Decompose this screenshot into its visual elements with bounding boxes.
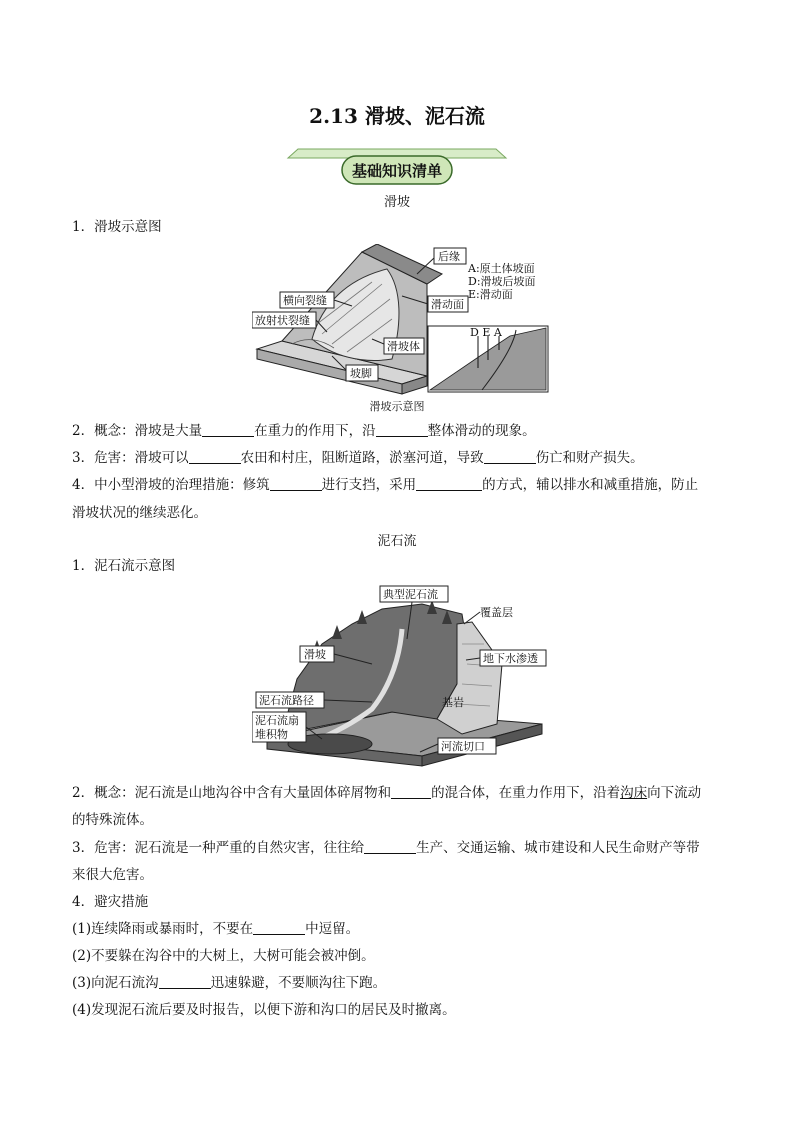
landslide-item-3	[72, 448, 732, 468]
label-cover-layer: 覆盖层	[480, 606, 513, 619]
debris-item-4: 4．避灾措施	[72, 894, 149, 910]
page-title: 2.13 滑坡、泥石流	[309, 104, 485, 128]
d2-bed: 沟床	[620, 785, 648, 801]
debris-item-2-cont: 的特殊流体。	[72, 812, 153, 828]
legend-e: E:滑动面	[468, 288, 513, 301]
debris-item-3	[72, 838, 732, 858]
label-fan-1: 泥石流扇	[255, 714, 299, 727]
debris-flow-diagram	[252, 584, 552, 774]
m3-part-b: 迅速躲避，不要顺沟往下跑。	[210, 975, 387, 991]
inset-letters: D E A	[470, 326, 502, 339]
d3-part-a: 3．危害：泥石流是一种严重的自然灾害，往往给	[72, 840, 365, 856]
label-slide-surface: 滑动面	[431, 298, 464, 311]
blank[interactable]	[202, 422, 254, 437]
blank[interactable]	[253, 920, 305, 935]
item2-part-a: 2．概念：滑坡是大量	[72, 423, 203, 439]
blank[interactable]	[364, 839, 416, 854]
blank[interactable]	[376, 422, 428, 437]
item4-part-b: 进行支挡，采用	[321, 477, 417, 493]
measure-1	[72, 919, 732, 939]
m1-part-a: (1)连续降雨或暴雨时，不要在	[72, 921, 254, 937]
landslide-item-4-cont: 滑坡状况的继续恶化。	[72, 505, 207, 521]
blank[interactable]	[159, 974, 211, 989]
item3-part-b: 农田和村庄，阻断道路，淤塞河道，导致	[240, 450, 484, 466]
label-bedrock: 基岩	[442, 696, 464, 709]
debris-item-3-cont: 来很大危害。	[72, 867, 153, 883]
landslide-figure-caption: 滑坡示意图	[369, 400, 425, 413]
blank[interactable]	[484, 449, 536, 464]
label-river-cut: 河流切口	[441, 740, 485, 753]
item4-part-c: 的方式，辅以排水和减重措施，防止	[482, 477, 699, 493]
landslide-item-2	[72, 421, 732, 441]
debris-flow-item-1: 1．泥石流示意图	[72, 558, 176, 574]
label-transverse-crack: 横向裂缝	[283, 294, 327, 307]
blank[interactable]	[416, 476, 482, 491]
m3-part-a: (3)向泥石流沟	[72, 975, 159, 991]
label-slide-body: 滑坡体	[387, 340, 420, 353]
debris-item-2	[72, 783, 732, 803]
legend-d: D:滑坡后坡面	[468, 275, 536, 288]
label-typical: 典型泥石流	[383, 588, 438, 601]
m1-part-b: 中逗留。	[305, 921, 360, 937]
banner-label: 基础知识清单	[351, 162, 443, 180]
landslide-item-4	[72, 475, 732, 495]
blank[interactable]	[189, 449, 241, 464]
label-back-edge: 后缘	[438, 250, 460, 263]
label-fan-2: 堆积物	[255, 728, 288, 741]
d3-part-b: 生产、交通运输、城市建设和人民生命财产等带	[416, 840, 700, 856]
label-groundwater: 地下水渗透	[483, 652, 538, 665]
item2-part-b: 在重力的作用下，沿	[254, 423, 376, 439]
landslide-diagram	[252, 244, 552, 396]
label-path: 泥石流路径	[259, 694, 314, 707]
label-landslide: 滑坡	[304, 648, 326, 661]
landslide-heading: 滑坡	[383, 195, 410, 210]
legend-a: A:原土体坡面	[468, 262, 535, 275]
d2-part-c: 向下流动	[647, 785, 702, 801]
d2-part-b: 的混合体，在重力作用下，沿着	[431, 785, 621, 801]
label-radial-crack: 放射状裂缝	[255, 314, 310, 327]
measure-4: (4)发现泥石流后要及时报告，以便下游和沟口的居民及时撤离。	[72, 1002, 456, 1018]
item4-part-a: 4．中小型滑坡的治理措施：修筑	[72, 477, 270, 493]
item3-part-a: 3．危害：滑坡可以	[72, 450, 189, 466]
label-slope-toe: 坡脚	[350, 367, 372, 380]
blank[interactable]	[270, 476, 322, 491]
landslide-item-1: 1．滑坡示意图	[72, 219, 162, 235]
debris-flow-heading: 泥石流	[377, 534, 417, 549]
measure-3	[72, 973, 732, 993]
blank[interactable]	[391, 784, 431, 799]
measure-2: (2)不要躲在沟谷中的大树上，大树可能会被冲倒。	[72, 948, 375, 964]
d2-part-a: 2．概念：泥石流是山地沟谷中含有大量固体碎屑物和	[72, 785, 392, 801]
section-banner	[284, 146, 510, 192]
item2-part-c: 整体滑动的现象。	[427, 423, 536, 439]
item3-part-c: 伤亡和财产损失。	[535, 450, 644, 466]
